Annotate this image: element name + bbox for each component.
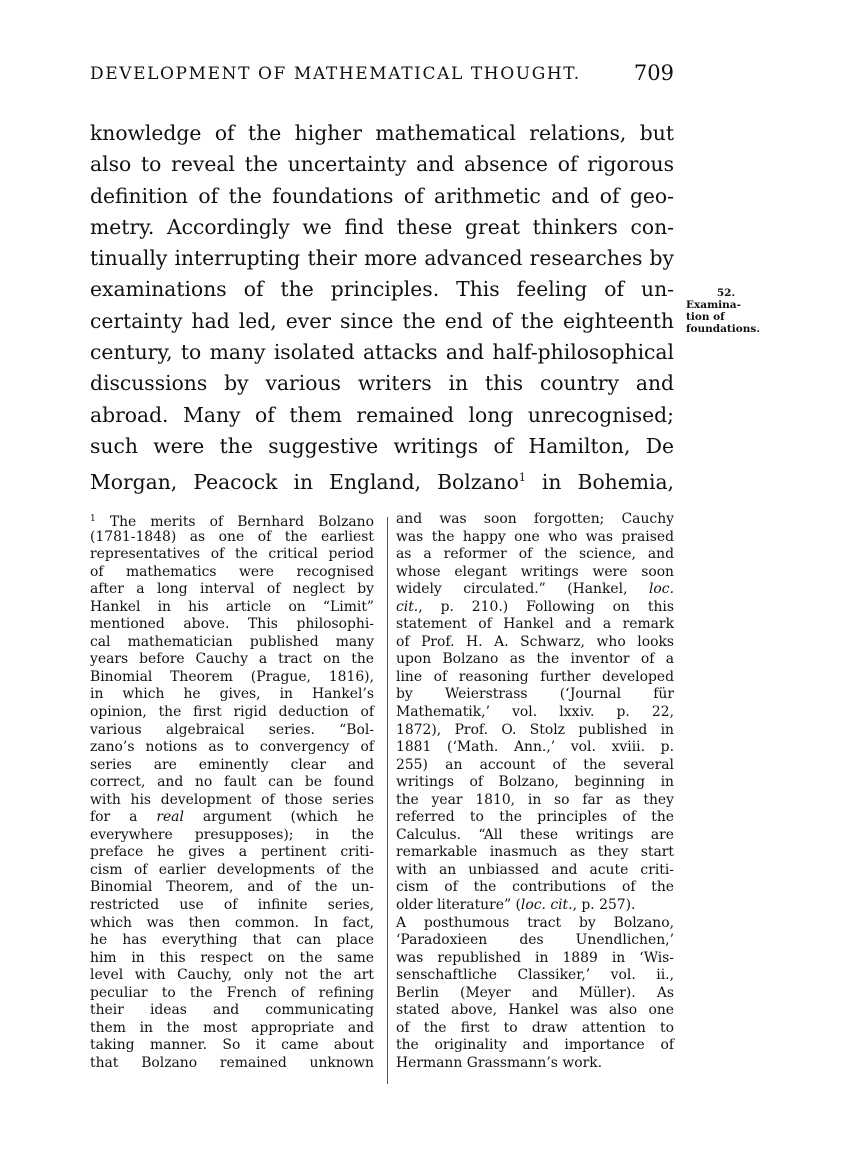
footnote-line: writings of Bolzano, beginning in bbox=[396, 774, 674, 791]
text-line: definition of the foundations of arithmetic and of geo- bbox=[90, 183, 674, 208]
margin-line: Examina- bbox=[686, 299, 741, 311]
text-segment: , p. 257). bbox=[572, 897, 636, 914]
footnote-right-column bbox=[396, 511, 674, 1073]
italic-text: loc. bbox=[648, 581, 674, 598]
column-divider bbox=[387, 517, 388, 1084]
footnote-line bbox=[90, 809, 374, 827]
footnote-line: correct, and no fault can be found bbox=[90, 774, 374, 791]
text-segment: argument (which he bbox=[183, 809, 374, 826]
text-line: knowledge of the higher mathematical relations, but bbox=[90, 121, 674, 145]
text-line bbox=[90, 462, 674, 493]
footnote-line: he has everything that can place bbox=[90, 932, 374, 949]
margin-note bbox=[686, 287, 760, 335]
text-segment: Morgan, Peacock in England, Bolzano bbox=[90, 470, 519, 495]
text-segment: widely circulated.” (Hankel, bbox=[396, 581, 649, 598]
footnote-line: as a reformer of the science, and bbox=[396, 546, 674, 563]
text-segment: in Bohemia, bbox=[525, 470, 674, 495]
text-segment: The merits of Bernhard Bolzano bbox=[95, 514, 374, 530]
footnote-line: after a long interval of neglect by bbox=[90, 581, 374, 598]
footnote-line: cism of earlier developments of the bbox=[90, 861, 374, 878]
footnote-line: A posthumous tract by Bolzano, bbox=[396, 914, 674, 931]
footnote-line: was the happy one who was praised bbox=[396, 528, 674, 545]
footnote-line: was republished in 1889 in ‘Wis- bbox=[396, 949, 674, 966]
footnote-line: series are eminently clear and bbox=[90, 756, 374, 773]
footnote-line: peculiar to the French of refining bbox=[90, 984, 374, 1001]
footnote-line: which was then common. In fact, bbox=[90, 914, 374, 931]
footnote-line: with his development of those series bbox=[90, 791, 374, 808]
footnote-line: 1872), Prof. O. Stolz published in bbox=[396, 721, 674, 738]
footnote-line: cal mathematician published many bbox=[90, 633, 374, 650]
text-line: discussions by various writers in this country and bbox=[90, 371, 674, 396]
footnote-line: of Prof. H. A. Schwarz, who looks bbox=[396, 633, 674, 650]
footnote-line: taking manner. So it came about bbox=[90, 1037, 374, 1054]
text-line: also to reveal the uncertainty and absence of rigorous bbox=[90, 152, 674, 177]
footnote-line: in which he gives, in Hankel’s bbox=[90, 686, 374, 703]
text-line: abroad. Many of them remained long unrecognised; bbox=[90, 402, 674, 427]
text-line: certainty had led, ever since the end of the eighteenth bbox=[90, 308, 674, 333]
footnote-line: that Bolzano remained unknown bbox=[90, 1054, 374, 1071]
text-line: tinually interrupting their more advanced researches by bbox=[90, 246, 674, 271]
margin-line: tion of bbox=[686, 311, 725, 323]
section-number: 52. bbox=[716, 287, 736, 299]
footnote-line: whose elegant writings were soon bbox=[396, 563, 674, 580]
footnote-line bbox=[396, 897, 674, 915]
footnote-line: ‘Paradoxieen des Unendlichen,’ bbox=[396, 932, 674, 949]
italic-text: cit. bbox=[396, 598, 419, 615]
footnote-line: statement of Hankel and a remark bbox=[396, 616, 674, 633]
footnote-line: the year 1810, in so far as they bbox=[396, 791, 674, 808]
footnote-left-column bbox=[90, 511, 374, 1073]
footnote-line: various algebraical series. “Bol- bbox=[90, 721, 374, 738]
text-segment: for a bbox=[90, 809, 157, 826]
margin-line: foundations. bbox=[686, 323, 760, 335]
footnote-line: referred to the principles of the bbox=[396, 809, 674, 826]
footnote-line: with an unbiassed and acute criti- bbox=[396, 861, 674, 878]
footnote-line: them in the most appropriate and bbox=[90, 1019, 374, 1036]
footnote-reference: 1 bbox=[518, 471, 526, 485]
footnote-line: Berlin (Meyer and Müller). As bbox=[396, 984, 674, 1001]
footnote-line: Binomial Theorem, and of the un- bbox=[90, 879, 374, 896]
footnote-line: their ideas and communicating bbox=[90, 1002, 374, 1019]
footnote-line bbox=[90, 511, 374, 529]
footnote-line: level with Cauchy, only not the art bbox=[90, 967, 374, 984]
footnote-line: preface he gives a pertinent criti- bbox=[90, 844, 374, 861]
footnote-line: remarkable inasmuch as they start bbox=[396, 844, 674, 861]
footnote-line: Binomial Theorem (Prague, 1816), bbox=[90, 668, 374, 685]
footnote-line: by Weierstrass (‘Journal für bbox=[396, 686, 674, 703]
main-text bbox=[90, 118, 674, 494]
footnote-line: Calculus. “All these writings are bbox=[396, 826, 674, 843]
footnote-line: representatives of the critical period bbox=[90, 546, 374, 563]
footnote-line: the originality and importance of bbox=[396, 1037, 674, 1054]
footnote-line bbox=[396, 581, 674, 599]
text-line: such were the suggestive writings of Hamilton, De bbox=[90, 433, 674, 458]
italic-text: loc. cit. bbox=[520, 897, 573, 914]
text-line: century, to many isolated attacks and half-philosophical bbox=[90, 340, 674, 365]
footnote-line: of mathematics were recognised bbox=[90, 563, 374, 580]
text-segment: , p. 210.) Following on this bbox=[418, 598, 674, 615]
text-line: examinations of the principles. This feeling of un- bbox=[90, 277, 674, 302]
footnote-line: restricted use of infinite series, bbox=[90, 897, 374, 914]
footnote-line: upon Bolzano as the inventor of a bbox=[396, 651, 674, 668]
footnote-line: 1881 (‘Math. Ann.,’ vol. xviii. p. bbox=[396, 739, 674, 756]
footnote-line: years before Cauchy a tract on the bbox=[90, 651, 374, 668]
footnote-line: Hermann Grassmann’s work. bbox=[396, 1054, 603, 1071]
footnote-line: senschaftliche Classiker,’ vol. ii., bbox=[396, 967, 674, 984]
footnote-line: cism of the contributions of the bbox=[396, 879, 674, 896]
footnote-line: him in this respect on the same bbox=[90, 949, 374, 966]
footnote-line: (1781-1848) as one of the earliest bbox=[90, 528, 374, 545]
footnote-line: Hankel in his article on “Limit” bbox=[90, 598, 374, 615]
footnote-line: line of reasoning further developed bbox=[396, 668, 674, 685]
footnote-line: 255) an account of the several bbox=[396, 756, 674, 773]
text-segment: older literature” ( bbox=[396, 897, 521, 914]
footnote-line: and was soon forgotten; Cauchy bbox=[396, 511, 674, 527]
text-line: metry. Accordingly we find these great thinkers con- bbox=[90, 214, 674, 239]
footnote-line bbox=[396, 599, 674, 617]
page-number: 709 bbox=[633, 61, 674, 85]
footnote-line: mentioned above. This philosophi- bbox=[90, 616, 374, 633]
italic-text: real bbox=[156, 809, 184, 826]
footnote-line: Mathematik,’ vol. lxxiv. p. 22, bbox=[396, 704, 674, 721]
running-header bbox=[90, 61, 674, 94]
running-title: DEVELOPMENT OF MATHEMATICAL THOUGHT. bbox=[90, 64, 581, 84]
footnote-line: everywhere presupposes); in the bbox=[90, 826, 374, 843]
footnote-line: of the first to draw attention to bbox=[396, 1019, 674, 1036]
footnote-marker: 1 bbox=[90, 514, 96, 524]
footnote-line: stated above, Hankel was also one bbox=[396, 1002, 674, 1019]
footnote-line: opinion, the first rigid deduction of bbox=[90, 704, 374, 721]
footnote-line: zano’s notions as to convergency of bbox=[90, 739, 374, 756]
